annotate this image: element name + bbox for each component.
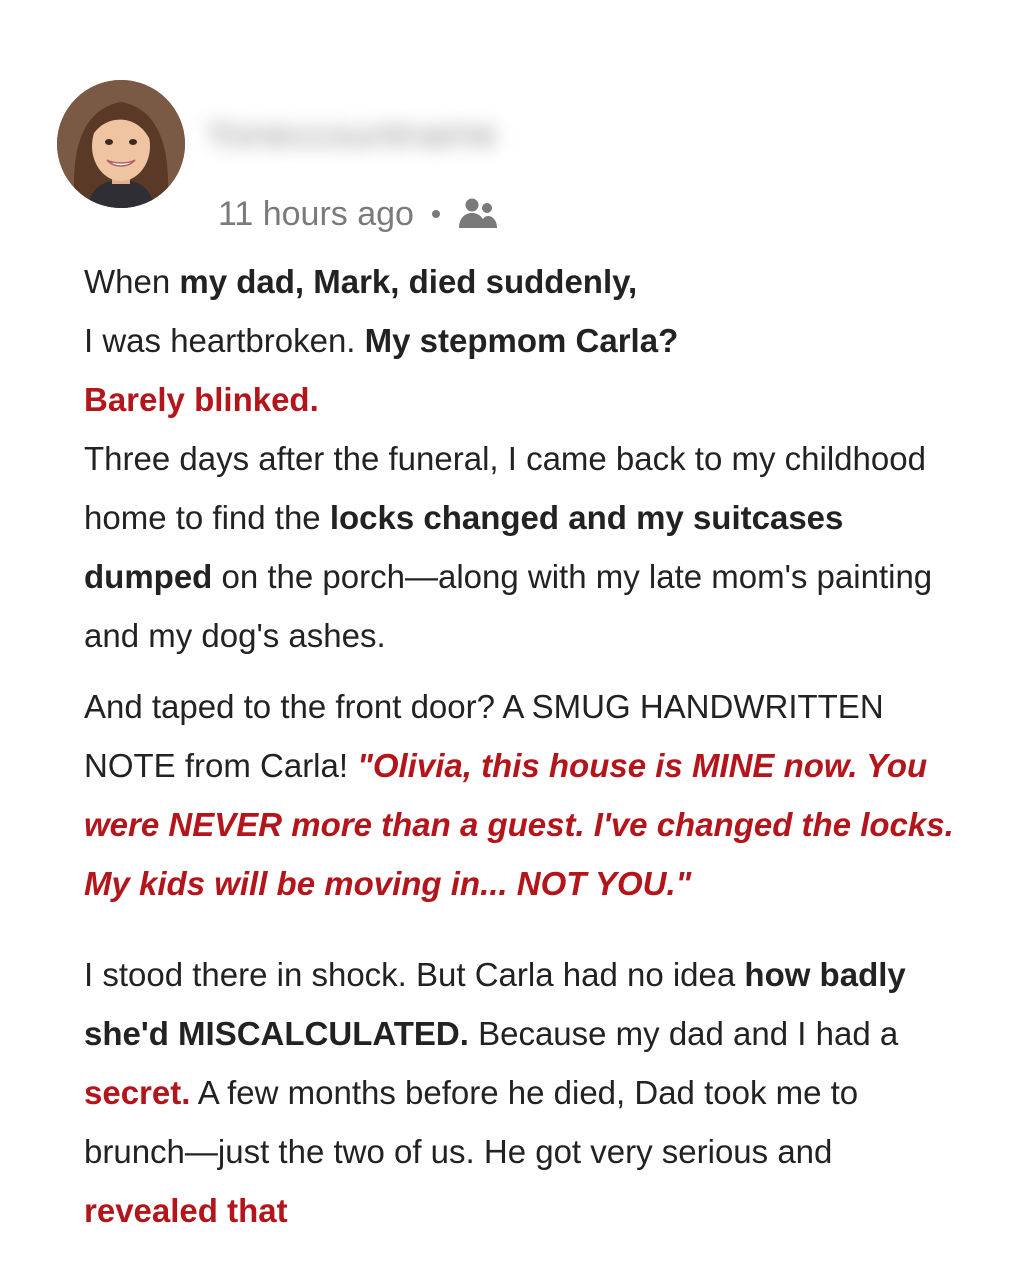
friends-icon[interactable] [456, 196, 500, 232]
avatar-portrait [57, 80, 185, 208]
para2-text-2: on the porch—along with my late mom's painting and my dog's ashes. [84, 558, 933, 654]
para2-text-1: Three days after the funeral, I came back to my childhood home to find the [84, 440, 926, 536]
intro-text-2: I was heartbroken. [84, 322, 365, 359]
intro-bold-1: my dad, Mark, died suddenly, [179, 263, 638, 300]
para4-text-1: I stood there in shock. But Carla had no idea [84, 956, 745, 993]
meta-separator-dot [432, 210, 440, 218]
author-avatar[interactable] [57, 80, 185, 208]
para4-bold: how badly she'd MISCALCULATED. [84, 956, 906, 1052]
post-paragraph-4 [84, 945, 964, 1240]
para4-highlight-secret: secret. [84, 1074, 191, 1111]
intro-highlight: Barely blinked. [84, 381, 319, 418]
para3-text: And taped to the front door? A SMUG HANDWRITTEN NOTE from Carla! [84, 688, 884, 784]
post-body [84, 252, 964, 1240]
handwritten-note-quote: "Olivia, this house is MINE now. You were NEVER more than a guest. I've changed the locks. My kids will be moving in... NOT YOU." [84, 747, 954, 902]
post-timestamp[interactable]: 11 hours ago [218, 194, 414, 233]
friends-icon-glyph [456, 196, 500, 232]
intro-bold-2: My stepmom Carla? [364, 322, 679, 359]
intro-text-1: When [84, 263, 180, 300]
post-paragraph-2 [84, 429, 964, 665]
para4-text-3: A few months before he died, Dad took me to brunch—just the two of us. He got very serious and [84, 1074, 859, 1170]
author-name[interactable]: Yoneccountname [205, 114, 498, 156]
para4-text-2: Because my dad and I had a [468, 1015, 899, 1052]
para2-bold: locks changed and my suitcases dumped [84, 499, 844, 595]
post-meta [218, 192, 500, 236]
post-intro [84, 252, 964, 429]
para4-highlight-revealed: revealed that [84, 1192, 288, 1229]
post-paragraph-3 [84, 677, 964, 913]
